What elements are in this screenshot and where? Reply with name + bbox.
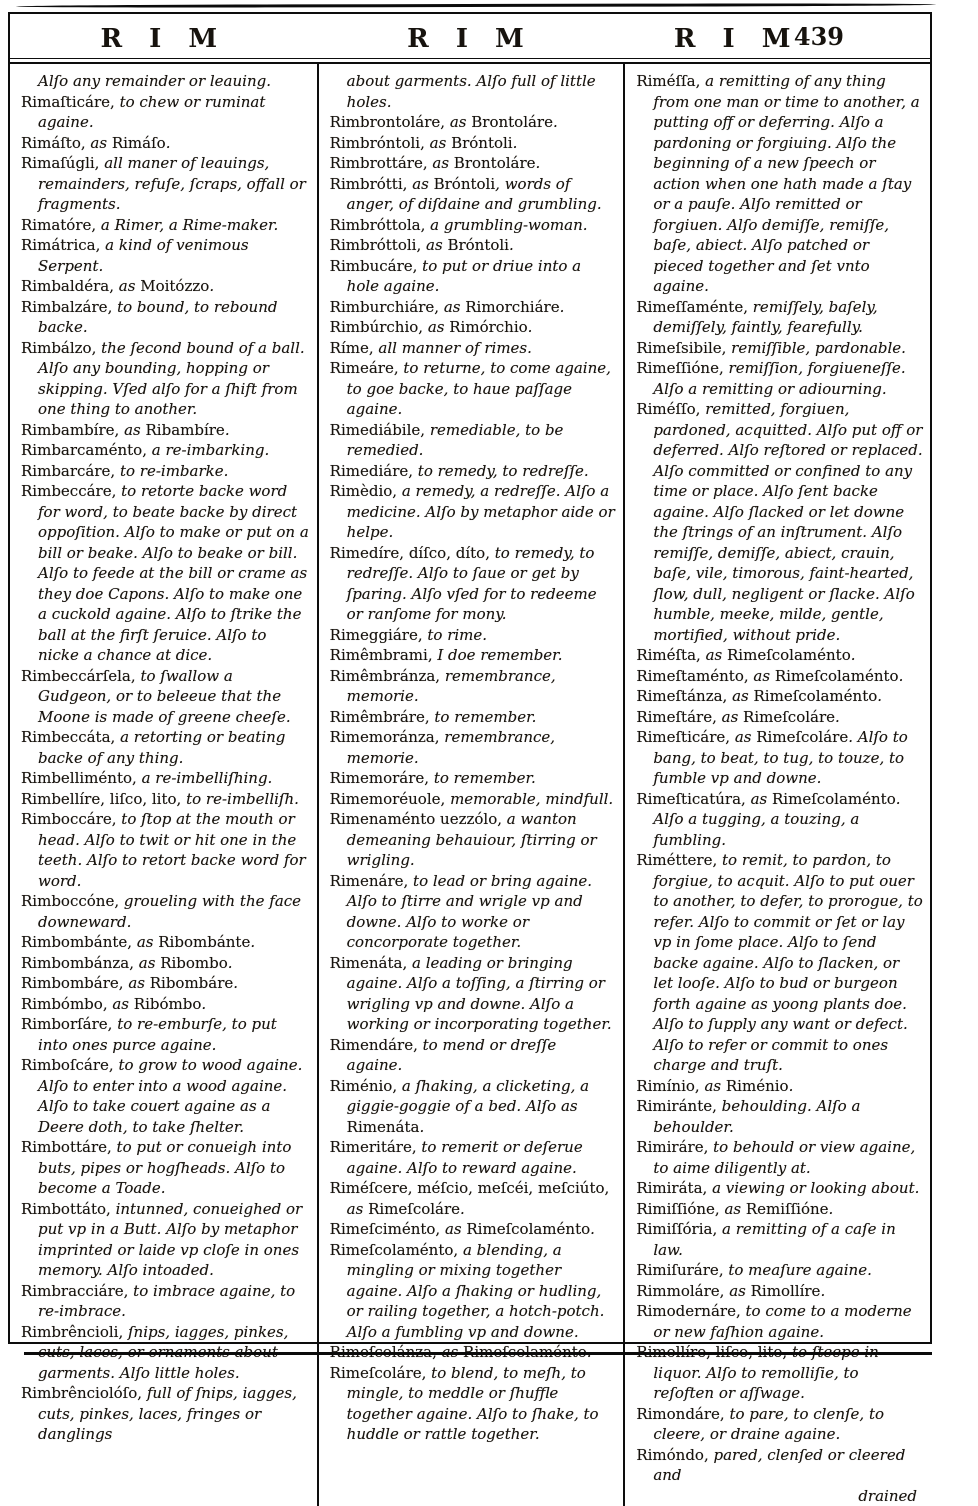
headword: Riméſcere, méſcio, meſcéi, meſciúto bbox=[330, 1179, 605, 1197]
headword: Rimeſſaménte bbox=[636, 298, 743, 316]
dictionary-entry: Rimeſtánza, as Rimeſcolaménto. bbox=[636, 686, 923, 707]
dictionary-entry: Rimiráta, a viewing or looking about. bbox=[636, 1178, 923, 1199]
headword: Rimbrótti bbox=[330, 175, 403, 193]
scan-artifact-bottom-line bbox=[24, 1352, 932, 1355]
definition: a ſhaking, a clicketing, a giggie-goggie of a bed. Alſo as Rimenáta. bbox=[347, 1077, 589, 1136]
definition: as Rimórchio. bbox=[428, 318, 533, 336]
definition: as Ribambíre. bbox=[124, 421, 230, 439]
headword: Rimeſcolaménto bbox=[330, 1241, 454, 1259]
headword: Rimburchiáre bbox=[330, 298, 435, 316]
definition: to blend, to meſh, to mingle, to meddle or ſhuffle together againe. Alſo to ſhake, to huddle or rattle together. bbox=[347, 1364, 599, 1444]
headword: Rimiſuráre bbox=[636, 1261, 719, 1279]
dictionary-entry: Rimendáre, to mend or dreſſe againe. bbox=[330, 1035, 617, 1076]
headword: Rimiráre bbox=[636, 1138, 703, 1156]
headword: Rimemoránza bbox=[330, 728, 435, 746]
headword: Rimbeccáre bbox=[21, 482, 112, 500]
definition: as Brontoláre. bbox=[432, 154, 540, 172]
headword: Rimboſcáre bbox=[21, 1056, 109, 1074]
dictionary-entry: Riméſſa, a remitting of any thing from one man or time to another, a putting off or deferring. Alſo a pardoning or forgiuing. Alſo the beginning of a new ſpeech or action when one hath made a ſtay or a pauſe. Alſo remitted or forgiuen. Alſo demiſſe, remiſſe, baſe, abiect. Alſo patched or pieced together and ſet vnto againe. bbox=[636, 71, 923, 297]
dictionary-entry: Rimbeccáre, to retorte backe word for word, to beate backe by direct oppoſition. Alſo to make or put on a bill or beake. Alſo to beake or bill. Alſo to feede at the bill or crame as they doe Capons. Alſo to make one a cuckold againe. Alſo to ſtrike the ball at the firſt ſeruice. Alſo to nicke a chance at dice. bbox=[21, 481, 310, 666]
dictionary-entry: Rimeáre, to returne, to come againe, to goe backe, to haue paſſage againe. bbox=[330, 358, 617, 420]
headword: Rimiráta bbox=[636, 1179, 702, 1197]
dictionary-entry: Rimeſſaménte, remiſſely, baſely, demiſſely, faintly, fearefully. bbox=[636, 297, 923, 338]
definition: to re-emburſe, to put into ones purce againe. bbox=[38, 1015, 277, 1054]
definition: to lead or bring againe. Alſo to ſtirre and wrigle vp and downe. Alſo to worke or concorporate together. bbox=[347, 872, 592, 952]
headword: Rimbróttola bbox=[330, 216, 421, 234]
dictionary-entry: Rimbrottáre, as Brontoláre. bbox=[330, 153, 617, 174]
dictionary-entry: Rimodernáre, to come to a moderne or new faſhion againe. bbox=[636, 1301, 923, 1342]
running-head-right: R I M bbox=[583, 22, 890, 54]
dictionary-entry: Rimboſcáre, to grow to wood againe. Alſo to enter into a wood againe. Alſo to take couert againe as a Deere doth, to take ſhelter. bbox=[21, 1055, 310, 1137]
headword: Rimondáre bbox=[636, 1405, 720, 1423]
dictionary-entry: Rimiránte, behoulding. Alſo a behoulder. bbox=[636, 1096, 923, 1137]
dictionary-entry: Rimêmbráre, to remember. bbox=[330, 707, 617, 728]
headword: Rimenáta bbox=[330, 954, 403, 972]
scan-artifact-top-line bbox=[16, 3, 936, 8]
definition: to returne, to come againe, to goe backe, to haue paſſage againe. bbox=[347, 359, 611, 418]
headword: Rimemoréuole bbox=[330, 790, 441, 808]
dictionary-entry: Rimemoréuole, memorable, mindfull. bbox=[330, 789, 617, 810]
headword: Rimemoráre bbox=[330, 769, 425, 787]
headword: Rimaſúgli bbox=[21, 154, 95, 172]
headword: Rimbeccáta bbox=[21, 728, 111, 746]
headword: Rimeſtáre bbox=[636, 708, 712, 726]
definition: as Rimeſcolaménto. Alſo a tugging, a touzing, a fumbling. bbox=[653, 790, 900, 849]
dictionary-entry: Rimbaldéra, as Moitózzo. bbox=[21, 276, 310, 297]
definition: behoulding. Alſo a behoulder. bbox=[653, 1097, 860, 1136]
definition: as Rimeſcoláre. bbox=[347, 1200, 465, 1218]
dictionary-entry: Rimbombáre, as Ribombáre. bbox=[21, 973, 310, 994]
headword: Rimediáre bbox=[330, 462, 409, 480]
headword: Rimbombánte bbox=[21, 933, 127, 951]
dictionary-entry: Rimatóre, a Rimer, a Rime-maker. bbox=[21, 215, 310, 236]
dictionary-entry: Rimbeccárſela, to ſwallow a Gudgeon, or to beleeue that the Moone is made of greene cheeſe. bbox=[21, 666, 310, 728]
definition: as Rimeſcolaménto. bbox=[732, 687, 882, 705]
dictionary-entry: Rimboccóne, groueling with the face downeward. bbox=[21, 891, 310, 932]
headword: Rimmoláre bbox=[636, 1282, 719, 1300]
text-column-1 bbox=[10, 64, 317, 1506]
dictionary-entry: Rimaſticáre, to chew or ruminat againe. bbox=[21, 92, 310, 133]
dictionary-entry: Riméſſo, remitted, forgiuen, pardoned, acquitted. Alſo put off or deferred. Alſo reſtored or replaced. Alſo committed or confined to any time or place. Alſo ſent backe againe. Alſo ſlacked or let downe the ſtrings of an inſtrument. Alſo remiſſe, demiſſe, abiect, crauin, baſe, vile, timorous, faint-hearted, ſlow, dull, negligent or ſlacke. Alſo humble, meeke, milde, gentle, mortified, without pride. bbox=[636, 399, 923, 645]
definition: a blending, a mingling or mixing together againe. Alſo a ſhaking or hudling, or railing together, a hotch-potch. Alſo a fumbling vp and downe. bbox=[347, 1241, 605, 1341]
dictionary-entry: Rimbalzáre, to bound, to rebound backe. bbox=[21, 297, 310, 338]
running-head-center: R I M bbox=[317, 22, 624, 54]
headword: Rimenáre bbox=[330, 872, 404, 890]
headword: Rimeſtaménto bbox=[636, 667, 744, 685]
headword: Rimbróttoli bbox=[330, 236, 417, 254]
headword: Rimeſtánza bbox=[636, 687, 722, 705]
headword: Rimêmbránza bbox=[330, 667, 436, 685]
dictionary-entry: Rimêmbrami, I doe remember. bbox=[330, 645, 617, 666]
definition: to remedy, to redreſſe. Alſo to ſaue or get by ſparing. Alſo vſed for to redeeme or ranſome for mony. bbox=[347, 544, 597, 624]
dictionary-entry: Rimiſſióne, as Remiſſióne. bbox=[636, 1199, 923, 1220]
headword: Rimeſcoláre bbox=[330, 1364, 422, 1382]
dictionary-entry: Ríme, all manner of rimes. bbox=[330, 338, 617, 359]
headword: Rimeſticatúra bbox=[636, 790, 741, 808]
definition: as Ribombánte. bbox=[137, 933, 255, 951]
headword: Rimbómbo bbox=[21, 995, 103, 1013]
headword: Rimèdio bbox=[330, 482, 393, 500]
dictionary-entry: Rimeſciménto, as Rimeſcolaménto. bbox=[330, 1219, 617, 1240]
dictionary-entry: Rimóndo, pared, clenſed or cleered and bbox=[636, 1445, 923, 1486]
definition: a remitting of a caſe in law. bbox=[653, 1220, 895, 1259]
headword: Rimbombáre bbox=[21, 974, 119, 992]
definition: remembrance, memorie. bbox=[347, 728, 555, 767]
text-column-3 bbox=[623, 64, 930, 1506]
definition: remiſſely, baſely, demiſſely, faintly, fearefully. bbox=[653, 298, 877, 337]
definition: as Ribombáre. bbox=[128, 974, 238, 992]
headword: Rimêmbrami bbox=[330, 646, 428, 664]
dictionary-entry: Rimondáre, to pare, to clenſe, to cleere, or draine againe. bbox=[636, 1404, 923, 1445]
dictionary-entry: Rimbrótti, as Bróntoli, words of anger, of diſdaine and grumbling. bbox=[330, 174, 617, 215]
headword: Rimbombánza bbox=[21, 954, 129, 972]
headword: Rimbrêncioli bbox=[21, 1323, 118, 1341]
definition: as Bróntoli. bbox=[426, 236, 514, 254]
definition: to rime. bbox=[427, 626, 487, 644]
definition: a re-imbarking. bbox=[152, 441, 269, 459]
dictionary-entry: Rimèdio, a remedy, a redreſſe. Alſo a medicine. Alſo by metaphor aide or helpe. bbox=[330, 481, 617, 543]
headword: Rimbucáre bbox=[330, 257, 413, 275]
dictionary-entry: Rimbucáre, to put or driue into a hole againe. bbox=[330, 256, 617, 297]
headword: Rimbottáre bbox=[21, 1138, 107, 1156]
dictionary-entry: Rimiráre, to behould or view againe, to aime diligently at. bbox=[636, 1137, 923, 1178]
dictionary-entry: Rimenáta, a leading or bringing againe. Alſo a toſſing, a ſtirring or wrigling vp and downe. Alſo a working or incorporating together. bbox=[330, 953, 617, 1035]
dictionary-entry: Rimedíre, díſco, díto, to remedy, to redreſſe. Alſo to ſaue or get by ſparing. Alſo vſed for to redeeme or ranſome for mony. bbox=[330, 543, 617, 625]
definition: to pare, to clenſe, to cleere, or draine againe. bbox=[653, 1405, 884, 1444]
dictionary-entry bbox=[21, 71, 310, 92]
headword: Rimeſciménto bbox=[330, 1220, 436, 1238]
dictionary-entry: Rimbombánte, as Ribombánte. bbox=[21, 932, 310, 953]
definition: a re-imbelliſhing. bbox=[142, 769, 273, 787]
dictionary-entry: Rimenaménto uezzólo, a wanton demeaning behauiour, ſtirring or wrigling. bbox=[330, 809, 617, 871]
definition: as Brontoláre. bbox=[450, 113, 558, 131]
headword: Rimbracciáre bbox=[21, 1282, 124, 1300]
definition: to remedy, to redreſſe. bbox=[418, 462, 589, 480]
definition: as Remiſſióne. bbox=[724, 1200, 833, 1218]
headword: Rimbottáto bbox=[21, 1200, 106, 1218]
headword: Rimeritáre bbox=[330, 1138, 412, 1156]
dictionary-entry: Rimediábile, remediable, to be remedied. bbox=[330, 420, 617, 461]
definition: remediable, to be remedied. bbox=[347, 421, 564, 460]
definition: full of ſnips, iagges, cuts, pinkes, laces, fringes or danglings bbox=[38, 1384, 297, 1443]
definition: to behould or view againe, to aime diligently at. bbox=[653, 1138, 915, 1177]
definition: groueling with the face downeward. bbox=[38, 892, 301, 931]
headword: Rimêmbráre bbox=[330, 708, 425, 726]
definition: the ſecond bound of a ball. Alſo any bounding, hopping or skipping. Vſed alſo for a ſhift from one thing to another. bbox=[38, 339, 305, 419]
dictionary-entry: Rimemoráre, to remember. bbox=[330, 768, 617, 789]
headword: Riménio bbox=[330, 1077, 393, 1095]
headword: Rimeſsibile bbox=[636, 339, 721, 357]
definition: to re-imbelliſh. bbox=[186, 790, 299, 808]
definition: as Rimeſcolaménto. bbox=[445, 1220, 595, 1238]
headword: Rimeſſióne bbox=[636, 359, 719, 377]
catchword: drained bbox=[636, 1486, 923, 1506]
headword: Rimátrica bbox=[21, 236, 96, 254]
dictionary-entry: Rimbombánza, as Ribombo. bbox=[21, 953, 310, 974]
definition: to ſtop at the mouth or head. Alſo to twit or hit one in the teeth. Alſo to retort backe word for word. bbox=[38, 810, 306, 890]
dictionary-entry: Rimeſtáre, as Rimeſcoláre. bbox=[636, 707, 923, 728]
definition: as Rimorchiáre. bbox=[444, 298, 565, 316]
headword: Rimboccóne bbox=[21, 892, 114, 910]
dictionary-entry: Riménio, a ſhaking, a clicketing, a giggie-goggie of a bed. Alſo as Rimenáta. bbox=[330, 1076, 617, 1138]
headword: Riméttere bbox=[636, 851, 712, 869]
definition: remitted, forgiuen, pardoned, acquitted. Alſo put off or deferred. Alſo reſtored or replaced. Alſo committed or confined to any time or place. Alſo ſent backe againe. Alſo ſlacked or let downe the ſtrings of an inſtrument. Alſo remiſſe, demiſſe, abiect, crauin, baſe, vile, timorous, faint-hearted, ſlow, dull, negligent or ſlacke. Alſo humble, meeke, milde, gentle, mortified, without pride. bbox=[653, 400, 922, 644]
dictionary-entry: Riméſcere, méſcio, meſcéi, meſciúto, as Rimeſcoláre. bbox=[330, 1178, 617, 1219]
dictionary-entry: Rimbálzo, the ſecond bound of a ball. Alſo any bounding, hopping or skipping. Vſed alſo for a ſhift from one thing to another. bbox=[21, 338, 310, 420]
dictionary-entry: Rimbómbo, as Ribómbo. bbox=[21, 994, 310, 1015]
definition: as Rimeſcolaménto. bbox=[753, 667, 903, 685]
page-number: 439 bbox=[794, 22, 844, 51]
definition: to meaſure againe. bbox=[728, 1261, 872, 1279]
dictionary-entry: Rimiſſória, a remitting of a caſe in law. bbox=[636, 1219, 923, 1260]
dictionary-entry: Rimbrêncioli, ſnips, iagges, pinkes, garments. Alſo little holes. bbox=[21, 1322, 310, 1384]
definition: a viewing or looking about. bbox=[712, 1179, 919, 1197]
definition: a leading or bringing againe. Alſo a toſſing, a ſtirring or wrigling vp and downe. Alſo a working or incorporating together. bbox=[347, 954, 612, 1034]
dictionary-entry: Rimbróntoli, as Bróntoli. bbox=[330, 133, 617, 154]
definition: to imbrace againe, to re-imbrace. bbox=[38, 1282, 295, 1321]
dictionary-entry: Rimbottáto, intunned, conueighed or put vp in a Butt. Alſo by metaphor imprinted or laide vp cloſe in ones memory. Alſo intoaded. bbox=[21, 1199, 310, 1281]
headword: Riméſta bbox=[636, 646, 696, 664]
dictionary-entry: Rimemoránza, remembrance, memorie. bbox=[330, 727, 617, 768]
headword: Rimboccáre bbox=[21, 810, 112, 828]
dictionary-entry: Rimbarcáre, to re-imbarke. bbox=[21, 461, 310, 482]
headword: Rimbarcaménto bbox=[21, 441, 142, 459]
headword: Rimbúrchio bbox=[330, 318, 419, 336]
dictionary-entry: Rimáſto, as Rimáſo. bbox=[21, 133, 310, 154]
headword: Rimeggiáre bbox=[330, 626, 418, 644]
dictionary-entry: Rimêmbránza, remembrance, memorie. bbox=[330, 666, 617, 707]
definition: Alſo any remainder or leauing. bbox=[38, 72, 271, 90]
dictionary-entry: Rimbeccáta, a retorting or beating backe of any thing. bbox=[21, 727, 310, 768]
definition: I doe remember. bbox=[437, 646, 562, 664]
dictionary-entry: Rimátrica, a kind of venimous Serpent. bbox=[21, 235, 310, 276]
headword: Rimbellíre, liſco, lito bbox=[21, 790, 177, 808]
definition: memorable, mindfull. bbox=[450, 790, 613, 808]
definition: a grumbling-woman. bbox=[430, 216, 587, 234]
definition: as Rimeſcolaménto. bbox=[706, 646, 856, 664]
dictionary-entry: Rimbracciáre, to imbrace againe, to re-imbrace. bbox=[21, 1281, 310, 1322]
headword: Rimbeccárſela bbox=[21, 667, 131, 685]
dictionary-entry: Rimbambíre, as Ribambíre. bbox=[21, 420, 310, 441]
definition: liquor. Alſo to remolliſie, to reſoften or aſſwage. bbox=[653, 1343, 879, 1402]
definition: to put or conueigh into buts, pipes or hogſheads. Alſo to become a Toade. bbox=[38, 1138, 291, 1197]
definition: to re-imbarke. bbox=[120, 462, 228, 480]
headword: Rimaſticáre bbox=[21, 93, 110, 111]
definition: all maner of leauings, remainders, refuſe, ſcraps, offall or fragments. bbox=[38, 154, 306, 213]
headword: Rimatóre bbox=[21, 216, 91, 234]
dictionary-entry: Rimaſúgli, all maner of leauings, remainders, refuſe, ſcraps, offall or fragments. bbox=[21, 153, 310, 215]
headword: Riméſſo bbox=[636, 400, 695, 418]
definition: as Riménio. bbox=[704, 1077, 793, 1095]
dictionary-entry: Rimeritáre, to remerit or deſerue againe. Alſo to reward againe. bbox=[330, 1137, 617, 1178]
headword: Rimóndo bbox=[636, 1446, 704, 1464]
running-head bbox=[10, 14, 930, 64]
definition: to remember. bbox=[434, 708, 536, 726]
definition: as Rimeſcoláre. Alſo to bang, to beat, to tug, to touze, to fumble vp and downe. bbox=[653, 728, 907, 787]
dictionary-entry: Rimenáre, to lead or bring againe. Alſo to ſtirre and wrigle vp and downe. Alſo to worke or concorporate together. bbox=[330, 871, 617, 953]
text-column-2 bbox=[317, 64, 624, 1506]
headword: Rimbelliménto bbox=[21, 769, 132, 787]
headword: Rimiránte bbox=[636, 1097, 712, 1115]
definition: as Bróntoli, words of anger, of diſdaine and grumbling. bbox=[347, 175, 602, 214]
definition: as Rimeſcoláre. bbox=[722, 708, 840, 726]
dictionary-entry: Rimboccáre, to ſtop at the mouth or head. Alſo to twit or hit one in the teeth. Alſo to retort backe word for word. bbox=[21, 809, 310, 891]
definition: as Ribombo. bbox=[139, 954, 233, 972]
headword: Rimiſſória bbox=[636, 1220, 712, 1238]
definition: as Rimáſo. bbox=[90, 134, 170, 152]
definition: a kind of venimous Serpent. bbox=[38, 236, 249, 275]
definition: to put or driue into a hole againe. bbox=[347, 257, 581, 296]
headword: Rimborſáre bbox=[21, 1015, 108, 1033]
headword: Rimáſto bbox=[21, 134, 81, 152]
definition: all manner of rimes. bbox=[378, 339, 532, 357]
dictionary-entry: Rimbottáre, to put or conueigh into buts, pipes or hogſheads. Alſo to become a Toade. bbox=[21, 1137, 310, 1199]
definition: a retorting or beating backe of any thing. bbox=[38, 728, 285, 767]
definition: a remedy, a redreſſe. Alſo a medicine. Alſo by metaphor aide or helpe. bbox=[347, 482, 615, 541]
dictionary-entry: Rimburchiáre, as Rimorchiáre. bbox=[330, 297, 617, 318]
headword: Rimbálzo bbox=[21, 339, 92, 357]
definition: to chew or ruminat againe. bbox=[38, 93, 265, 132]
dictionary-entry: Rimeſcolaménto, a blending, a mingling or mixing together againe. Alſo a ſhaking or hudling, or railing together, a hotch-potch. Alſo a fumbling vp and downe. bbox=[330, 1240, 617, 1343]
headword: Rimenaménto uezzólo bbox=[330, 810, 498, 828]
headword: Rimbrênciolóſo bbox=[21, 1384, 137, 1402]
headword: Rimbrontoláre bbox=[330, 113, 441, 131]
dictionary-entry: Rimbróttola, a grumbling-woman. bbox=[330, 215, 617, 236]
definition: as Bróntoli. bbox=[430, 134, 518, 152]
headword: Rimbambíre bbox=[21, 421, 115, 439]
headword: Rimínio bbox=[636, 1077, 695, 1095]
headword: Rimendáre bbox=[330, 1036, 413, 1054]
definition: to grow to wood againe. Alſo to enter into a wood againe. Alſo to take couert againe as a Deere doth, to take ſhelter. bbox=[38, 1056, 302, 1136]
dictionary-entry: Rimbrênciolóſo, full of ſnips, iagges, cuts, pinkes, laces, fringes or danglings bbox=[21, 1383, 310, 1445]
definition: to remit, to pardon, to forgiue, to acquit. Alſo to put ouer to another, to defer, to prorogue, to refer. Alſo to commit or ſet or lay vp in ſome place. Alſo to ſend backe againe. Alſo to ſlacken, or let looſe. Alſo to bud or burgeon forth againe as yoong plants doe. Alſo to ſupply any want or defect. Alſo to refer or commit to ones charge and truſt. bbox=[653, 851, 922, 1074]
headword: Rimbrottáre bbox=[330, 154, 423, 172]
dictionary-entry: Rimeſticáre, as Rimeſcoláre. Alſo to bang, to beat, to tug, to touze, to fumble vp and downe. bbox=[636, 727, 923, 789]
dictionary-entry: Rimbróttoli, as Bróntoli. bbox=[330, 235, 617, 256]
headword: Rimbarcáre bbox=[21, 462, 110, 480]
dictionary-entry: Riméſta, as Rimeſcolaménto. bbox=[636, 645, 923, 666]
definition: a wanton demeaning behauiour, ſtirring or wrigling. bbox=[347, 810, 597, 869]
definition: to remember. bbox=[434, 769, 536, 787]
definition: pared, clenſed or cleered and bbox=[653, 1446, 905, 1485]
definition: intunned, conueighed or put vp in a Butt. Alſo by metaphor imprinted or laide vp cloſe in ones memory. Alſo intoaded. bbox=[38, 1200, 302, 1280]
dictionary-entry bbox=[330, 71, 617, 112]
dictionary-entry: Rimborſáre, to re-emburſe, to put into ones purce againe. bbox=[21, 1014, 310, 1055]
dictionary-entry: Rimmoláre, as Rimollíre. bbox=[636, 1281, 923, 1302]
definition: to remerit or deſerue againe. Alſo to reward againe. bbox=[347, 1138, 583, 1177]
headword: Rimiſſióne bbox=[636, 1200, 715, 1218]
definition: a remitting of any thing from one man or time to another, a putting off or deferring. Alſo a pardoning or forgiuing. Alſo the beginning of a new ſpeech or action when one hath made a ſtay or a pauſe. Alſo remitted or forgiuen. Alſo demiſſe, remiſſe, baſe, abiect. Alſo patched or pieced together and ſet vnto againe. bbox=[653, 72, 919, 295]
definition: as Ribómbo. bbox=[112, 995, 206, 1013]
dictionary-entry: Rimeſcoláre, to blend, to meſh, to mingle, to meddle or ſhuffle together againe. Alſo to ſhake, to huddle or rattle together. bbox=[330, 1363, 617, 1445]
dictionary-entry: Rimeſticatúra, as Rimeſcolaménto. Alſo a tugging, a touzing, a fumbling. bbox=[636, 789, 923, 851]
dictionary-entry: Rimínio, as Riménio. bbox=[636, 1076, 923, 1097]
headword: Rimbalzáre bbox=[21, 298, 108, 316]
dictionary-entry: Rimediáre, to remedy, to redreſſe. bbox=[330, 461, 617, 482]
definition: about garments. Alſo full of little holes. bbox=[347, 72, 596, 111]
definition: remiſſible, pardonable. bbox=[731, 339, 906, 357]
dictionary-entry: Rimbrontoláre, as Brontoláre. bbox=[330, 112, 617, 133]
headword: Rimbróntoli bbox=[330, 134, 420, 152]
headword: Rimedíre, díſco, díto bbox=[330, 544, 486, 562]
definition: as Rimollíre. bbox=[729, 1282, 825, 1300]
headword: Rimodernáre bbox=[636, 1302, 736, 1320]
dictionary-entry: Rimbelliménto, a re-imbelliſhing. bbox=[21, 768, 310, 789]
headword: Rimbaldéra bbox=[21, 277, 109, 295]
dictionary-entry: Rimeſſióne, remiſſion, forgiueneſſe. Alſo a remitting or adiourning. bbox=[636, 358, 923, 399]
headword: Rimeſticáre bbox=[636, 728, 725, 746]
headword: Ríme bbox=[330, 339, 369, 357]
text-columns bbox=[10, 64, 930, 1506]
definition: to bound, to rebound backe. bbox=[38, 298, 277, 337]
headword: Riméſſa bbox=[636, 72, 695, 90]
definition: to come to a moderne or new faſhion againe. bbox=[653, 1302, 911, 1341]
running-head-left: R I M bbox=[10, 22, 317, 54]
definition: as Moitózzo. bbox=[119, 277, 214, 295]
definition: ſnips, iagges, pinkes, garments. Alſo little holes. bbox=[38, 1323, 288, 1382]
definition: remembrance, memorie. bbox=[347, 667, 556, 706]
definition: to ſwallow a Gudgeon, or to beleeue that the Moone is made of greene cheeſe. bbox=[38, 667, 291, 726]
definition: remiſſion, forgiueneſſe. Alſo a remitting or adiourning. bbox=[653, 359, 905, 398]
dictionary-entry: Rimiſuráre, to meaſure againe. bbox=[636, 1260, 923, 1281]
page-frame bbox=[8, 12, 932, 1344]
dictionary-entry: Rimbúrchio, as Rimórchio. bbox=[330, 317, 617, 338]
headword: Rimeáre bbox=[330, 359, 394, 377]
dictionary-entry: Rimeſtaménto, as Rimeſcolaménto. bbox=[636, 666, 923, 687]
dictionary-entry: Rimbarcaménto, a re-imbarking. bbox=[21, 440, 310, 461]
headword: Rimediábile bbox=[330, 421, 421, 439]
definition: a Rimer, a Rime-maker. bbox=[101, 216, 278, 234]
dictionary-entry: Rimeſsibile, remiſſible, pardonable. bbox=[636, 338, 923, 359]
dictionary-entry: Riméttere, to remit, to pardon, to forgiue, to acquit. Alſo to put ouer to another, to defer, to prorogue, to refer. Alſo to commit or ſet or lay vp in ſome place. Alſo to ſend backe againe. Alſo to ſlacken, or let looſe. Alſo to bud or burgeon forth againe as yoong plants doe. Alſo to ſupply any want or defect. Alſo to refer or commit to ones charge and truſt. bbox=[636, 850, 923, 1076]
definition: to retorte backe word for word, to beate backe by direct oppoſition. Alſo to make or put on a bill or beake. Alſo to beake or bill. Alſo to feede at the bill or crame as they doe Capons. Alſo to make one a cuckold againe. Alſo to ſtrike the ball at the firſt ſeruice. Alſo to nicke a chance at dice. bbox=[38, 482, 309, 664]
dictionary-entry: Rimbellíre, liſco, lito, to re-imbelliſh. bbox=[21, 789, 310, 810]
dictionary-entry: Rimeggiáre, to rime. bbox=[330, 625, 617, 646]
definition: to mend or dreſſe againe. bbox=[347, 1036, 557, 1075]
